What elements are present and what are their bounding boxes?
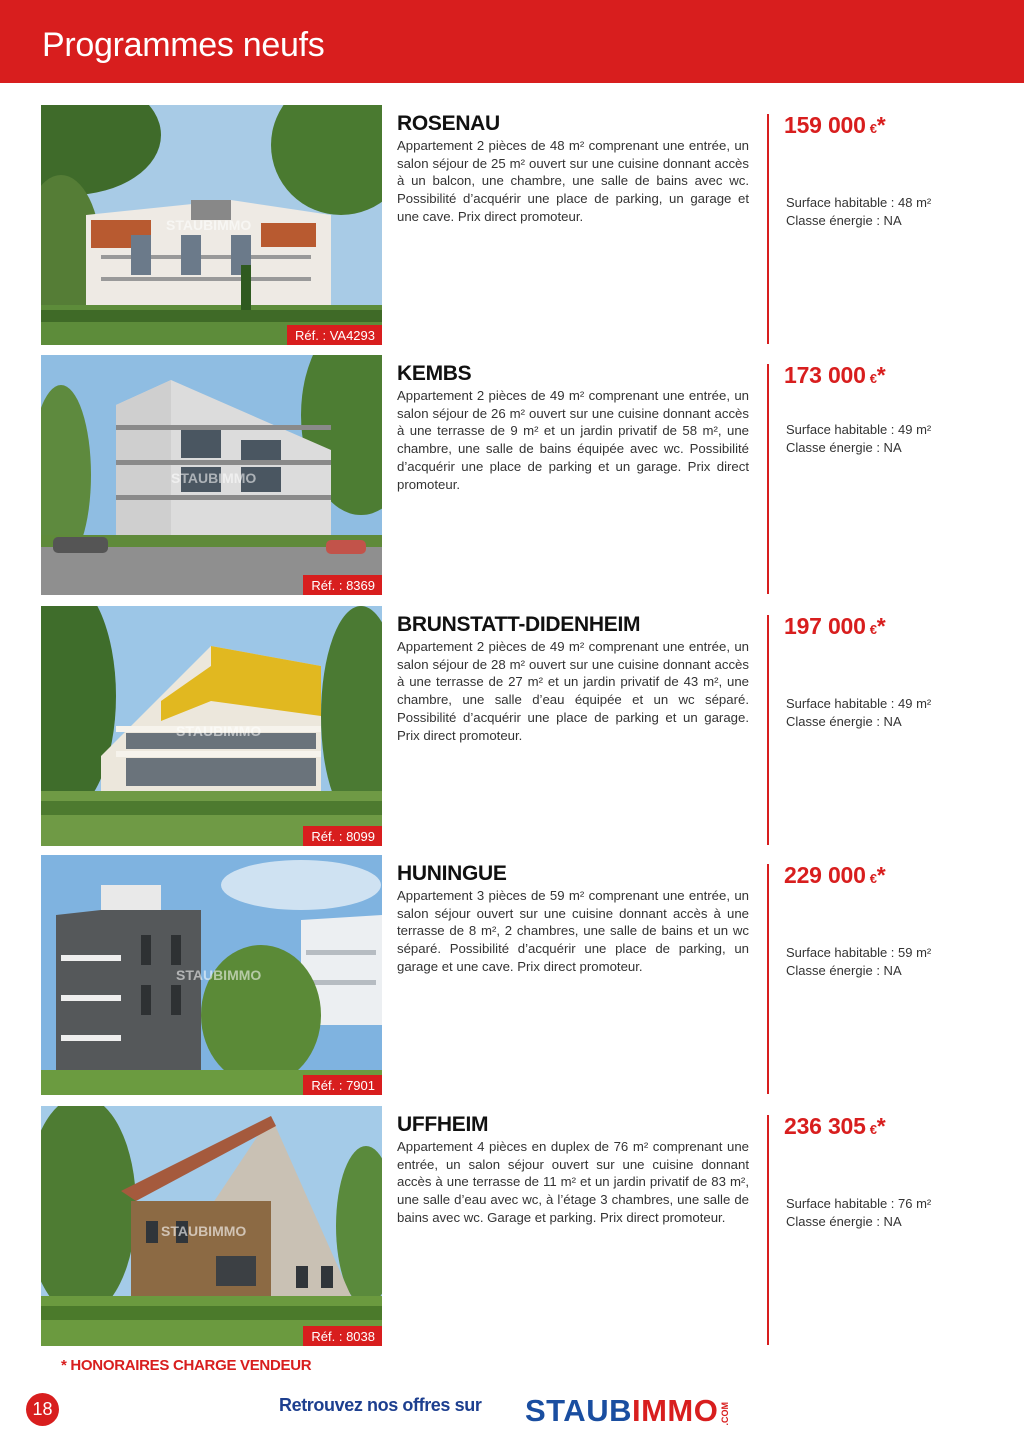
photo-watermark: STAUBIMMO xyxy=(176,723,262,739)
currency-symbol: € xyxy=(869,622,877,637)
price-value: 236 305 xyxy=(784,1113,866,1139)
brand-logo[interactable] xyxy=(525,1388,730,1428)
listing-description: Appartement 2 pièces de 49 m² comprenant une entrée, un salon séjour de 28 m² ouvert sur une cuisine donnant accès à une terrasse de 27 m² et un jardin privatif de 43 m², une chambre, une salle d’eau équipée et un wc séparé. Possibilité d’acquérir une place de parking et un garage. Prix direct promoteur. xyxy=(397,639,749,743)
property-photo[interactable] xyxy=(41,606,382,846)
energy-class-text: Classe énergie : NA xyxy=(786,213,902,228)
reference-badge: Réf. : 8099 xyxy=(303,826,382,846)
divider xyxy=(767,114,769,344)
brand-domain: .COM xyxy=(720,1401,731,1425)
price-value: 159 000 xyxy=(784,112,866,138)
property-photo[interactable] xyxy=(41,1106,382,1346)
reference-badge: Réf. : 8038 xyxy=(303,1326,382,1346)
page-number: 18 xyxy=(26,1393,59,1426)
listing-city: HUNINGUE xyxy=(397,862,507,885)
listing-info xyxy=(397,355,749,493)
energy-class-text: Classe énergie : NA xyxy=(786,1214,902,1229)
listing-info xyxy=(397,1106,749,1227)
price-value: 197 000 xyxy=(784,613,866,639)
listing-specs xyxy=(786,194,986,230)
listing-price xyxy=(784,362,886,389)
divider xyxy=(767,364,769,594)
surface-text: Surface habitable : 49 m² xyxy=(786,696,932,711)
page-header xyxy=(0,0,1024,83)
listing-info xyxy=(397,105,749,226)
currency-symbol: € xyxy=(869,121,877,136)
photo-watermark: STAUBIMMO xyxy=(171,470,257,486)
brand-wordmark xyxy=(525,1394,718,1428)
listing-city: UFFHEIM xyxy=(397,1113,489,1136)
listing-brunstatt-didenheim[interactable] xyxy=(0,606,1024,846)
surface-text: Surface habitable : 76 m² xyxy=(786,1196,932,1211)
photo-watermark: STAUBIMMO xyxy=(176,967,262,983)
property-photo[interactable] xyxy=(41,355,382,595)
fee-footnote: * HONORAIRES CHARGE VENDEUR xyxy=(61,1357,312,1374)
currency-symbol: € xyxy=(869,371,877,386)
reference-badge: Réf. : 8369 xyxy=(303,575,382,595)
listing-price xyxy=(784,613,886,640)
listing-info xyxy=(397,855,749,976)
price-mark: * xyxy=(876,112,886,138)
price-mark: * xyxy=(876,862,886,888)
listing-city: ROSENAU xyxy=(397,112,500,135)
listing-huningue[interactable] xyxy=(0,855,1024,1095)
price-mark: * xyxy=(876,613,886,639)
brand-part1: STAUB xyxy=(525,1393,632,1428)
price-block xyxy=(784,362,886,389)
price-block xyxy=(784,1113,886,1140)
listing-description: Appartement 3 pièces de 59 m² comprenant une entrée, un salon séjour ouvert sur une cuisine donnant accès à une terrasse de 8 m², 2 chambres, une salle de bains et un wc séparé. Possibilité d’acquérir une place de parking, un garage et une cave. Prix direct promoteur. xyxy=(397,888,749,974)
surface-text: Surface habitable : 49 m² xyxy=(786,422,932,437)
listing-kembs[interactable] xyxy=(0,355,1024,595)
divider xyxy=(767,1115,769,1345)
photo-watermark: STAUBIMMO xyxy=(166,217,252,233)
property-photo[interactable] xyxy=(41,855,382,1095)
property-photo[interactable] xyxy=(41,105,382,345)
price-value: 229 000 xyxy=(784,862,866,888)
listing-city: BRUNSTATT-DIDENHEIM xyxy=(397,613,641,636)
listing-price xyxy=(784,1113,886,1140)
divider xyxy=(767,864,769,1094)
listing-rosenau[interactable] xyxy=(0,105,1024,345)
listing-specs xyxy=(786,695,986,731)
listing-price xyxy=(784,112,886,139)
listing-description: Appartement 4 pièces en duplex de 76 m² comprenant une entrée, un salon séjour ouvert sur une cuisine donnant accès à une terrasse de 11 m² et un jardin privatif de 83 m², une salle d’eau avec wc, à l’étage 3 chambres, une salle de bains avec wc. Garage et parking. Prix direct promoteur. xyxy=(397,1139,749,1225)
photo-watermark: STAUBIMMO xyxy=(161,1223,247,1239)
page-title: Programmes neufs xyxy=(42,26,325,64)
energy-class-text: Classe énergie : NA xyxy=(786,963,902,978)
currency-symbol: € xyxy=(869,1122,877,1137)
price-block xyxy=(784,112,886,139)
price-mark: * xyxy=(876,362,886,388)
price-block xyxy=(784,613,886,640)
price-mark: * xyxy=(876,1113,886,1139)
energy-class-text: Classe énergie : NA xyxy=(786,714,902,729)
listing-info xyxy=(397,606,749,744)
listing-specs xyxy=(786,421,986,457)
surface-text: Surface habitable : 59 m² xyxy=(786,945,932,960)
price-block xyxy=(784,862,886,889)
listing-uffheim[interactable] xyxy=(0,1106,1024,1346)
listing-price xyxy=(784,862,886,889)
listing-city: KEMBS xyxy=(397,362,472,385)
brand-part2: IMMO xyxy=(631,1393,719,1428)
reference-badge: Réf. : VA4293 xyxy=(287,325,382,345)
listing-description: Appartement 2 pièces de 49 m² comprenant une entrée, un salon séjour de 26 m² ouvert sur une cuisine donnant accès à une terrasse de 9 m² et un jardin privatif de 58 m², une chambre, une salle de bains équipée avec wc. Possibilité d’acquérir une place de parking et un garage. Prix direct promoteur. xyxy=(397,388,749,492)
energy-class-text: Classe énergie : NA xyxy=(786,440,902,455)
price-value: 173 000 xyxy=(784,362,866,388)
listing-description: Appartement 2 pièces de 48 m² comprenant une entrée, un salon séjour de 25 m² ouvert sur une cuisine donnant accès à un balcon, une chambre, une salle de bains avec wc. Possibilité d’acquérir une place de parking, un garage et une cave. Prix direct promoteur. xyxy=(397,138,749,224)
listing-specs xyxy=(786,944,986,980)
listing-specs xyxy=(786,1195,986,1231)
currency-symbol: € xyxy=(869,871,877,886)
reference-badge: Réf. : 7901 xyxy=(303,1075,382,1095)
footer-tagline: Retrouvez nos offres sur xyxy=(279,1395,482,1415)
surface-text: Surface habitable : 48 m² xyxy=(786,195,932,210)
divider xyxy=(767,615,769,845)
